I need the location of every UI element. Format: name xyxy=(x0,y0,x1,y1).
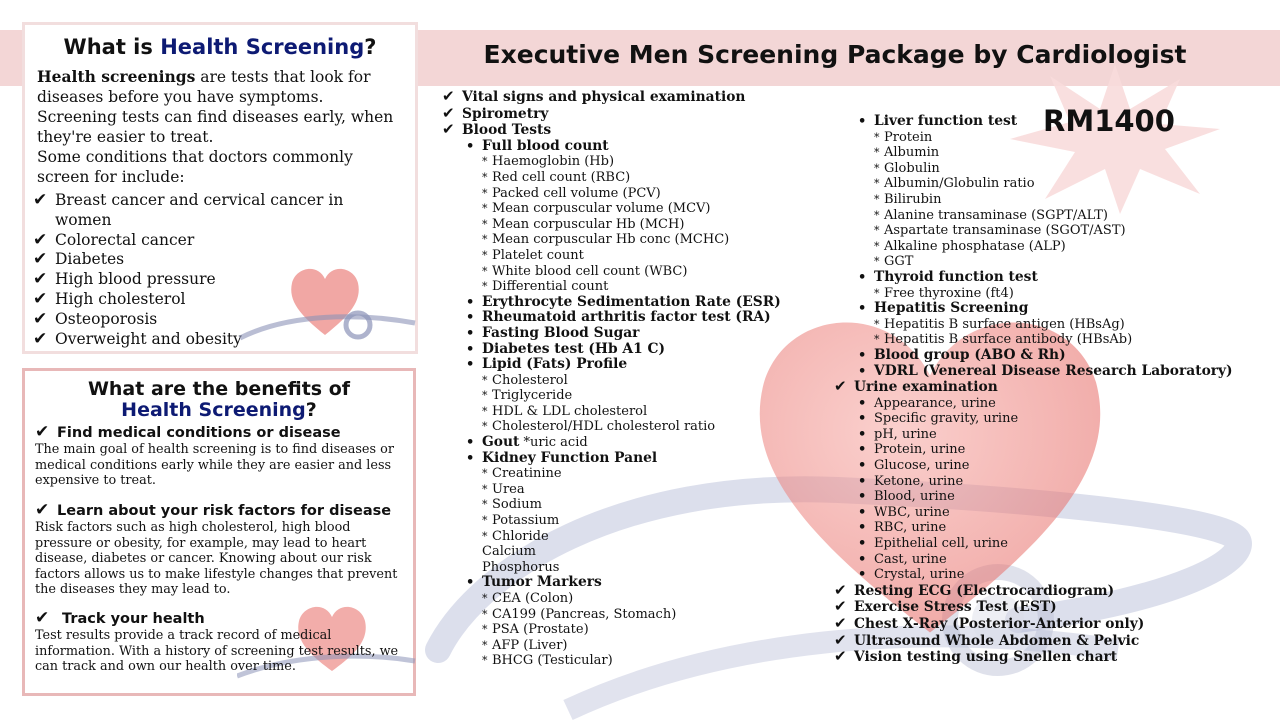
package-item xyxy=(460,404,781,420)
benefit-heading: Find medical conditions or disease xyxy=(57,425,341,441)
package-item xyxy=(462,122,781,139)
package-item xyxy=(460,575,781,591)
checkmark-icon: ✔ xyxy=(33,249,48,270)
package-item-label: Aspartate transaminase (SGOT/AST) xyxy=(884,223,1126,239)
package-item xyxy=(460,170,781,186)
condition-label: Osteoporosis xyxy=(55,309,158,328)
package-item-label: Urea xyxy=(492,481,525,497)
what-title-em: Health Screening xyxy=(160,35,365,59)
package-item xyxy=(460,529,781,545)
package-item xyxy=(462,106,781,123)
package-item-label: Cholesterol/HDL cholesterol ratio xyxy=(492,419,716,435)
benefit-body: The main goal of health screening is to find diseases or medical conditions early while they are easier and less expensive to treat. xyxy=(35,442,394,489)
package-item xyxy=(460,264,781,280)
package-item-label: Packed cell volume (PCV) xyxy=(492,185,661,201)
checkmark-icon: ✔ xyxy=(33,190,48,210)
benefit-item xyxy=(35,423,411,489)
package-item xyxy=(852,130,1233,146)
package-item xyxy=(460,622,781,638)
package-item xyxy=(852,427,1233,443)
package-item xyxy=(460,154,781,170)
package-item-label: Ultrasound Whole Abdomen & Pelvic xyxy=(854,632,1140,649)
package-item-label: Liver function test xyxy=(874,113,1018,129)
package-item-label: Exercise Stress Test (EST) xyxy=(854,599,1057,616)
benefits-title-line1: What are the benefits of xyxy=(87,378,351,400)
package-item xyxy=(460,419,781,435)
package-item-label: Thyroid function test xyxy=(874,268,1038,285)
package-item-label: Albumin xyxy=(884,145,940,161)
package-item-label: Blood Tests xyxy=(462,122,552,139)
package-item xyxy=(852,192,1233,208)
package-item xyxy=(460,388,781,404)
package-item-label: Creatinine xyxy=(492,466,562,482)
package-item xyxy=(460,544,781,560)
package-item-label: Resting ECG (Electrocardiogram) xyxy=(854,582,1115,599)
package-item-label: Alkaline phosphatase (ALP) xyxy=(884,238,1066,254)
package-item xyxy=(460,342,781,358)
checkmark-icon: ✔ xyxy=(33,328,48,349)
package-item-label: Diabetes test (Hb A1 C) xyxy=(482,340,666,357)
package-item-label: Platelet count xyxy=(492,247,584,263)
package-item-label: PSA (Prostate) xyxy=(492,622,589,638)
condition-label: High blood pressure xyxy=(55,270,216,289)
benefits-panel xyxy=(22,368,416,696)
package-item xyxy=(854,633,1233,650)
package-item xyxy=(460,186,781,202)
package-item-label: White blood cell count (WBC) xyxy=(492,263,688,279)
package-item-label: Albumin/Globulin ratio xyxy=(884,176,1035,192)
package-item-label: Glucose, urine xyxy=(874,458,970,474)
intro-rest: are tests that look for diseases before you have symptoms. Screening tests can find diseases early, when they're easier to treat. xyxy=(37,68,394,146)
package-item-label: Chloride xyxy=(492,528,549,544)
package-item-label: AFP (Liver) xyxy=(492,637,568,653)
package-item xyxy=(854,649,1233,666)
package-item xyxy=(852,364,1233,380)
package-item xyxy=(852,332,1233,348)
package-item-label: Cholesterol xyxy=(492,372,568,388)
package-item xyxy=(460,295,781,311)
package-item-label: Blood group (ABO & Rh) xyxy=(874,346,1066,363)
benefit-heading: Track your health xyxy=(57,611,205,627)
package-item xyxy=(852,474,1233,490)
package-item xyxy=(460,638,781,654)
checkmark-icon: ✔ xyxy=(33,269,48,290)
package-item xyxy=(852,442,1233,458)
package-item xyxy=(854,583,1233,600)
package-item xyxy=(460,326,781,342)
what-title-pre: What is xyxy=(63,35,161,59)
package-item xyxy=(460,357,781,373)
checkmark-icon: ✔ xyxy=(33,288,48,309)
package-item xyxy=(854,379,1233,396)
package-item-label: Red cell count (RBC) xyxy=(492,169,631,185)
package-item-label: RBC, urine xyxy=(874,520,947,536)
package-item-label: Specific gravity, urine xyxy=(874,411,1019,427)
condition-label: Colorectal cancer xyxy=(55,230,195,249)
package-item xyxy=(852,286,1233,302)
what-intro xyxy=(37,67,407,187)
package-item xyxy=(854,616,1233,633)
package-item xyxy=(852,317,1233,333)
package-item-label: Triglyceride xyxy=(492,388,573,404)
checkmark-icon: ✔ xyxy=(35,608,50,628)
package-item xyxy=(852,161,1233,177)
package-item xyxy=(460,279,781,295)
package-item-note: *uric acid xyxy=(519,435,588,451)
benefit-item xyxy=(35,609,411,675)
package-item xyxy=(852,208,1233,224)
package-item-label: Urine examination xyxy=(854,379,998,396)
package-item-label: Hepatitis B surface antibody (HBsAb) xyxy=(884,332,1133,348)
package-item xyxy=(852,254,1233,270)
package-item-label: Mean corpuscular volume (MCV) xyxy=(492,201,711,217)
package-price: RM1400 xyxy=(1043,104,1175,138)
package-item xyxy=(460,482,781,498)
checkmark-icon: ✔ xyxy=(35,500,50,520)
package-item-label: Haemoglobin (Hb) xyxy=(492,154,615,170)
package-item xyxy=(460,591,781,607)
package-item xyxy=(854,599,1233,616)
what-title-post: ? xyxy=(364,35,377,59)
package-item xyxy=(852,114,1233,130)
package-item-label: Protein, urine xyxy=(874,442,966,458)
package-item xyxy=(852,348,1233,364)
package-item-label: BHCG (Testicular) xyxy=(492,653,613,669)
package-item-label: Phosphorus xyxy=(482,559,560,575)
what-is-title xyxy=(25,35,415,59)
benefits-title-post: ? xyxy=(305,399,317,421)
package-item xyxy=(852,489,1233,505)
package-title: Executive Men Screening Package by Cardiologist xyxy=(483,40,1187,69)
package-item xyxy=(460,201,781,217)
package-item xyxy=(852,411,1233,427)
package-item xyxy=(462,89,781,106)
package-item-label: Free thyroxine (ft4) xyxy=(884,285,1014,301)
condition-label: Diabetes xyxy=(55,250,125,269)
package-item xyxy=(852,458,1233,474)
package-item xyxy=(460,560,781,576)
package-column-right xyxy=(852,114,1233,666)
package-item-label: Spirometry xyxy=(462,105,549,122)
checkmark-icon: ✔ xyxy=(33,229,48,250)
benefit-item xyxy=(35,501,411,598)
package-item xyxy=(460,435,781,451)
package-item xyxy=(852,270,1233,286)
package-item xyxy=(852,520,1233,536)
package-item-label: Mean corpuscular Hb conc (MCHC) xyxy=(492,232,730,248)
package-item-label: Protein xyxy=(884,129,933,145)
package-item-label: Bilirubin xyxy=(884,191,942,207)
intro-second: Some conditions that doctors commonly screen for include: xyxy=(37,148,353,186)
intro-bold: Health screenings xyxy=(37,67,196,86)
package-item xyxy=(460,248,781,264)
package-item-label: Lipid (Fats) Profile xyxy=(482,356,628,373)
checkmark-icon: ✔ xyxy=(35,422,50,442)
package-item-label: Appearance, urine xyxy=(874,395,996,411)
package-item-label: Rheumatoid arthritis factor test (RA) xyxy=(482,309,771,326)
condition-item xyxy=(33,231,375,251)
package-item-label: Potassium xyxy=(492,513,560,529)
package-item xyxy=(852,536,1233,552)
what-is-panel xyxy=(22,22,418,354)
package-item xyxy=(460,466,781,482)
package-item-label: Kidney Function Panel xyxy=(482,449,658,466)
package-item xyxy=(852,145,1233,161)
package-item-label: Crystal, urine xyxy=(874,567,965,583)
package-item xyxy=(852,176,1233,192)
condition-item xyxy=(33,191,375,231)
benefit-heading: Learn about your risk factors for disease xyxy=(57,503,392,519)
package-item xyxy=(460,513,781,529)
small-heart-illustration xyxy=(230,253,420,343)
package-item xyxy=(852,301,1233,317)
benefits-title xyxy=(25,379,413,421)
package-item xyxy=(852,396,1233,412)
package-item-label: Alanine transaminase (SGPT/ALT) xyxy=(884,207,1108,223)
package-item-label: Fasting Blood Sugar xyxy=(482,324,640,341)
package-item xyxy=(460,217,781,233)
benefits-title-em: Health Screening xyxy=(121,399,306,421)
package-item-label: Vision testing using Snellen chart xyxy=(854,649,1118,666)
package-item-label: Erythrocyte Sedimentation Rate (ESR) xyxy=(482,293,781,310)
package-item-label: WBC, urine xyxy=(874,504,950,520)
package-item xyxy=(852,552,1233,568)
package-item xyxy=(460,653,781,669)
package-item-label: Hepatitis B surface antigen (HBsAg) xyxy=(884,316,1125,332)
package-item-label: Cast, urine xyxy=(874,551,947,567)
package-item xyxy=(460,310,781,326)
package-item-label: Full blood count xyxy=(482,137,609,154)
package-item-label: Sodium xyxy=(492,497,542,513)
package-item-label: Mean corpuscular Hb (MCH) xyxy=(492,216,685,232)
benefit-body: Test results provide a track record of medical information. With a history of screening test results, we can track and own our health over time. xyxy=(35,628,399,675)
package-item-label: Gout xyxy=(482,434,520,451)
package-item xyxy=(852,567,1233,583)
package-item-label: Vital signs and physical examination xyxy=(462,89,746,105)
condition-label: Breast cancer and cervical cancer in women xyxy=(55,191,344,229)
benefit-body: Risk factors such as high cholesterol, high blood pressure or obesity, for example, may lead to heart disease, diabetes or cancer. Knowing about our risk factors allows us to make lifestyle changes that prevent the diseases they may lead to. xyxy=(35,520,398,598)
package-item-label: pH, urine xyxy=(874,426,937,442)
package-item-label: Ketone, urine xyxy=(874,473,964,489)
package-item xyxy=(460,139,781,155)
package-item xyxy=(460,451,781,467)
package-item-label: Blood, urine xyxy=(874,489,955,505)
package-item xyxy=(460,373,781,389)
checkmark-icon: ✔ xyxy=(33,308,48,329)
package-item-label: Chest X-Ray (Posterior-Anterior only) xyxy=(854,616,1145,632)
package-item-label: Differential count xyxy=(492,279,609,295)
package-item xyxy=(460,607,781,623)
condition-label: Overweight and obesity xyxy=(55,329,242,348)
condition-label: High cholesterol xyxy=(55,289,186,308)
package-item-label: HDL & LDL cholesterol xyxy=(492,403,648,419)
package-item-label: Hepatitis Screening xyxy=(874,300,1029,317)
package-item-label: Tumor Markers xyxy=(482,574,602,591)
package-item xyxy=(852,223,1233,239)
package-item-label: CA199 (Pancreas, Stomach) xyxy=(492,606,677,622)
package-item-label: CEA (Colon) xyxy=(492,591,574,606)
package-item-label: GGT xyxy=(884,254,914,270)
package-item xyxy=(852,505,1233,521)
package-item-label: Epithelial cell, urine xyxy=(874,536,1008,552)
package-item-label: Globulin xyxy=(884,160,940,176)
package-item-label: VDRL (Venereal Disease Research Laboratory) xyxy=(874,362,1233,379)
package-item-label: Calcium xyxy=(482,544,536,560)
package-item xyxy=(852,239,1233,255)
package-column-left xyxy=(460,89,781,669)
package-item xyxy=(460,232,781,248)
package-item xyxy=(460,497,781,513)
